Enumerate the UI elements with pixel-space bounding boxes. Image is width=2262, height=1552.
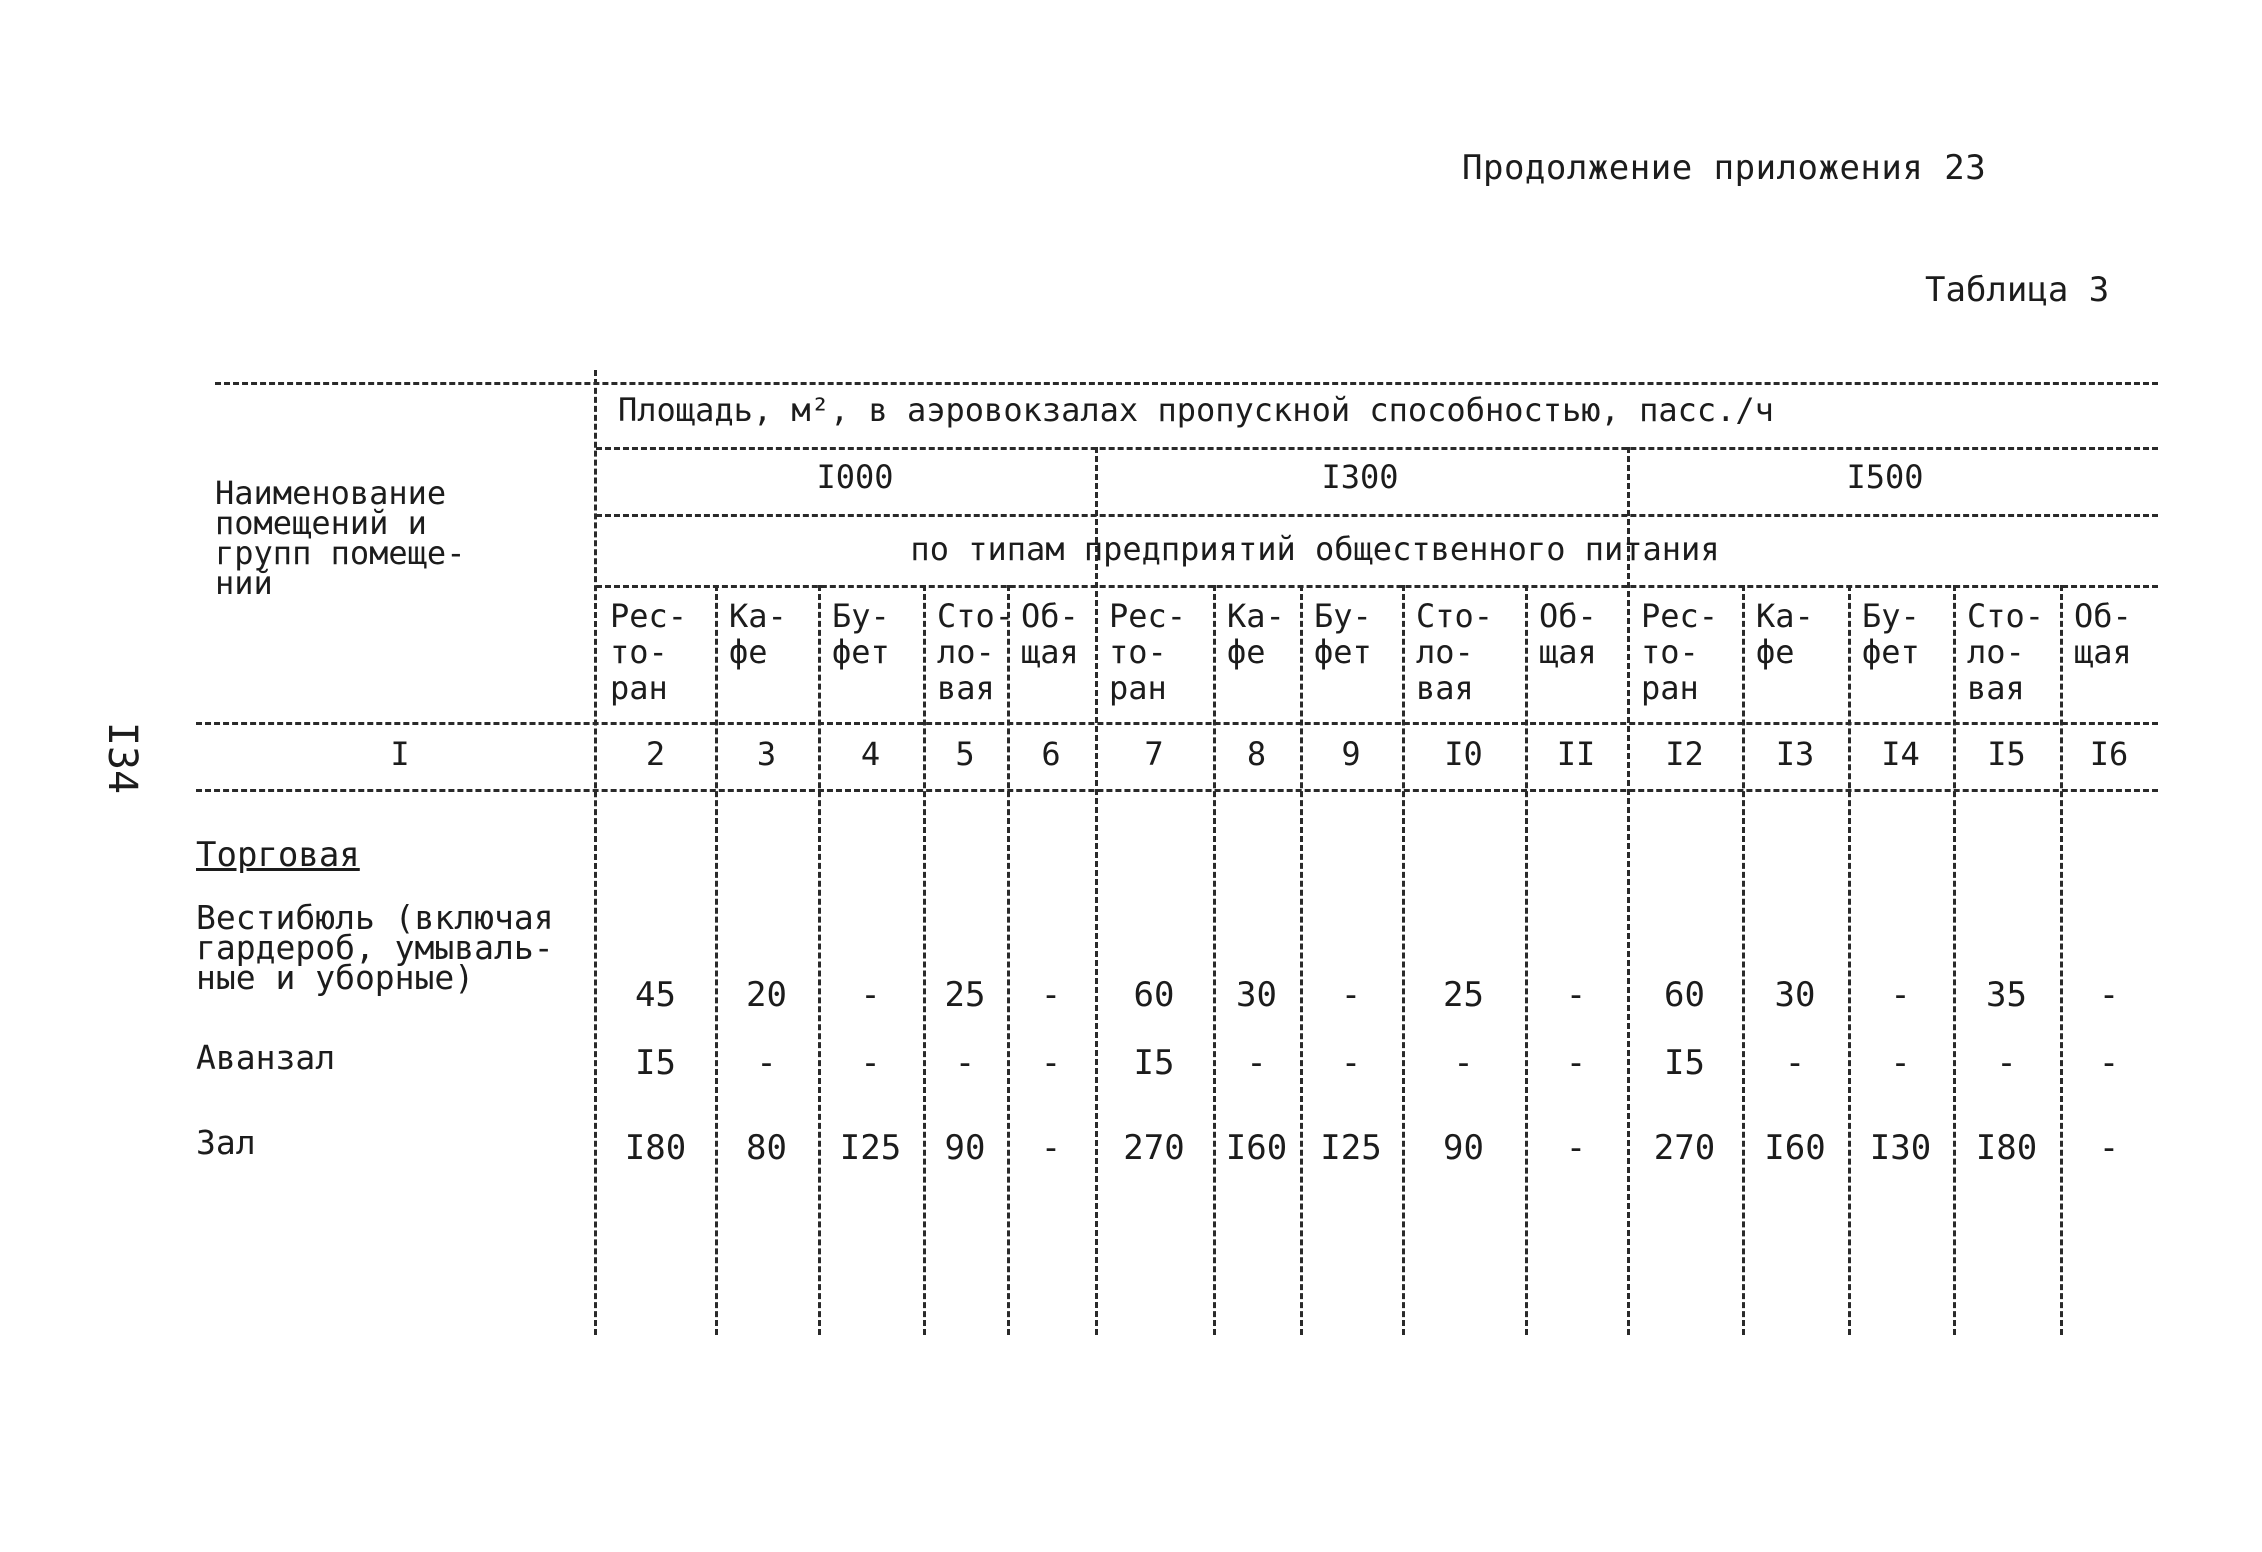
table-cell: 35	[1986, 975, 2027, 1015]
page-number: I34	[99, 721, 145, 795]
column-number: I5	[1987, 735, 2026, 773]
table-column-rule	[1742, 585, 1745, 1335]
column-number: 2	[645, 735, 666, 773]
table-cell: -	[1340, 975, 1362, 1015]
table-cell: -	[1340, 1043, 1362, 1083]
enterprise-type: Сто- ло- вая	[1416, 597, 1494, 707]
table-cell: 30	[1236, 975, 1277, 1015]
table-cell: -	[1040, 1043, 1062, 1083]
table-cell: -	[860, 975, 881, 1015]
table-rule-capacity	[596, 514, 2158, 517]
table-cell: -	[954, 1043, 976, 1083]
column-number: I0	[1444, 735, 1483, 773]
continuation-heading: Продолжение приложения 23	[1462, 148, 1987, 188]
table-cell: 270	[1653, 1128, 1716, 1168]
column-number: 4	[860, 735, 881, 773]
row-label-avanzal: Аванзал	[196, 1038, 336, 1077]
table-cell: 270	[1123, 1128, 1185, 1168]
table-rule-enterprise	[596, 585, 2158, 588]
table-cell: 25	[944, 975, 986, 1015]
table-rule-capacity-divider-2	[1627, 447, 1630, 1335]
table-cell: 80	[746, 1128, 787, 1168]
table-cell: -	[1246, 1043, 1267, 1083]
table-cell: -	[1565, 975, 1587, 1015]
table-cell: -	[1784, 1043, 1806, 1083]
table-cell: I5	[1664, 1043, 1705, 1083]
enterprise-type: Об- щая	[2074, 597, 2132, 671]
table-cell: I60	[1764, 1128, 1826, 1168]
table-rule-main-divider	[594, 370, 597, 1335]
enterprise-type: Рес- то- ран	[1641, 597, 1719, 707]
table-cell: I60	[1225, 1128, 1288, 1168]
column-number: 5	[955, 735, 975, 773]
table-cell: 30	[1774, 975, 1816, 1015]
row-label-hall: Зал	[196, 1123, 256, 1162]
table-column-rule	[1953, 585, 1956, 1335]
table-cell: 20	[746, 975, 787, 1015]
table-cell: -	[1565, 1043, 1587, 1083]
table-cell: I5	[635, 1043, 676, 1083]
table-cell: -	[1890, 975, 1911, 1015]
table-cell: -	[2098, 975, 2120, 1015]
column-number: I	[390, 735, 410, 773]
capacity-label-2: I300	[1321, 458, 1399, 496]
table-cell: -	[860, 1043, 881, 1083]
enterprise-type: Сто- ло- вая	[1967, 597, 2045, 707]
table-column-rule	[715, 585, 718, 1335]
column-number: I2	[1665, 735, 1704, 773]
table-rule-top	[215, 382, 2158, 385]
table-cell: 60	[1133, 975, 1175, 1015]
enterprise-type: Ка- фе	[1756, 597, 1814, 671]
table-column-rule	[1848, 585, 1851, 1335]
column-number: 6	[1041, 735, 1061, 773]
enterprise-type: Бу- фет	[832, 597, 890, 671]
table-cell: 60	[1664, 975, 1705, 1015]
table-cell: 90	[1443, 1128, 1484, 1168]
table-column-rule	[818, 585, 821, 1335]
table-cell: -	[1890, 1043, 1911, 1083]
table-rule-capacity-divider-1	[1095, 447, 1098, 1335]
table-cell: -	[2098, 1128, 2120, 1168]
table-rule-numbers-bottom	[196, 789, 2158, 792]
table-cell: I80	[624, 1128, 687, 1168]
table-cell: 45	[635, 975, 676, 1015]
enterprise-type: Рес- то- ран	[610, 597, 688, 707]
enterprise-type: Ка- фе	[1227, 597, 1285, 671]
table-cell: -	[2098, 1043, 2120, 1083]
column-number: 3	[756, 735, 777, 773]
column-number: I3	[1775, 735, 1815, 773]
table-cell: -	[756, 1043, 777, 1083]
table-column-rule	[1213, 585, 1216, 1335]
table-cell: I5	[1133, 1043, 1175, 1083]
enterprise-type: Ка- фе	[729, 597, 787, 671]
table-cell: -	[1040, 1128, 1062, 1168]
row-header-label: Наименование помещений и групп помеще- ний	[215, 474, 466, 602]
enterprise-type: Об- щая	[1539, 597, 1597, 671]
row-label-vestibule: Вестибюль (включая гардероб, умываль- ные и уборные)	[196, 898, 554, 997]
column-number: II	[1556, 735, 1596, 773]
table-column-rule	[2060, 585, 2063, 1335]
column-number: 7	[1144, 735, 1164, 773]
column-number: I4	[1881, 735, 1920, 773]
table-cell: -	[1565, 1128, 1587, 1168]
table-label: Таблица 3	[1925, 270, 2110, 310]
enterprise-type: Бу- фет	[1314, 597, 1372, 671]
enterprise-type: Сто- ло- вая	[937, 597, 1015, 707]
capacity-label-1: I000	[816, 458, 894, 496]
table-rule-area	[596, 447, 2158, 450]
enterprise-type: Об- щая	[1021, 597, 1079, 671]
column-number: 9	[1341, 735, 1361, 773]
section-title: Торговая	[196, 835, 360, 875]
capacity-label-3: I500	[1846, 458, 1924, 496]
table-cell: I25	[1320, 1128, 1382, 1168]
enterprise-type: Рес- то- ран	[1109, 597, 1187, 707]
table-column-rule	[923, 585, 926, 1335]
enterprise-type: Бу- фет	[1862, 597, 1920, 671]
table-cell: 90	[944, 1128, 986, 1168]
area-header: Площадь, м², в аэровокзалах пропускной способностью, пасс./ч	[618, 391, 1774, 429]
table-rule-header-bottom	[196, 722, 2158, 725]
table-cell: I30	[1869, 1128, 1932, 1168]
column-number: 8	[1246, 735, 1267, 773]
table-cell: -	[1453, 1043, 1474, 1083]
table-cell: 25	[1443, 975, 1484, 1015]
table-cell: -	[1996, 1043, 2017, 1083]
enterprise-header: по типам предприятий общественного питания	[910, 530, 1720, 568]
table-column-rule	[1300, 585, 1303, 1335]
table-column-rule	[1525, 585, 1528, 1335]
table-cell: I80	[1975, 1128, 2038, 1168]
table-cell: -	[1040, 975, 1062, 1015]
column-number: I6	[2089, 735, 2129, 773]
table-column-rule	[1402, 585, 1405, 1335]
table-cell: I25	[839, 1128, 902, 1168]
